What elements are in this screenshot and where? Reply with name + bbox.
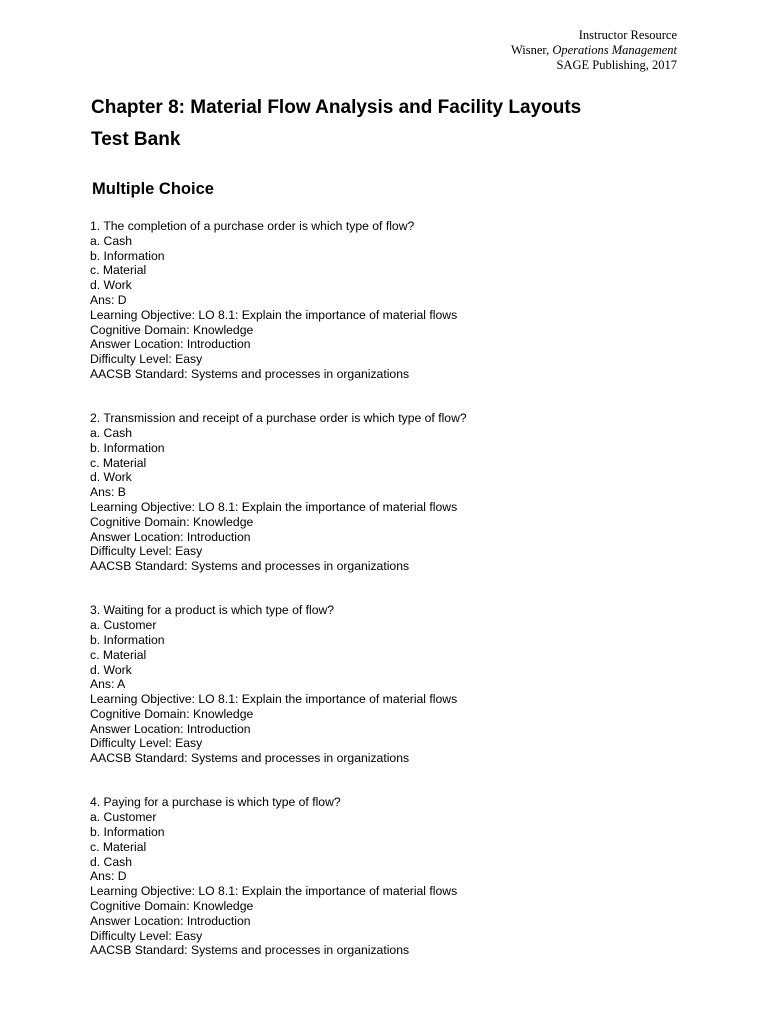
chapter-title [91,92,581,156]
header-book-title: Operations Management [552,43,677,57]
question-1 [90,219,690,382]
option-a: a. Customer [90,618,157,633]
test-bank-title: Test Bank [91,129,181,150]
option-c: c. Material [90,839,147,854]
page-header [511,28,677,73]
answer-location: Answer Location: Introduction [90,529,251,544]
header-author-line [511,43,677,58]
question-list [90,219,690,988]
answer-location: Answer Location: Introduction [90,337,251,352]
option-d: d. Work [90,662,132,677]
question-4 [90,795,690,958]
difficulty-level: Difficulty Level: Easy [90,928,203,943]
question-stem: 4. Paying for a purchase is which type of flow? [90,795,341,810]
option-a: a. Cash [90,233,133,248]
question-stem: 2. Transmission and receipt of a purchase order is which type of flow? [90,411,467,426]
learning-objective: Learning Objective: LO 8.1: Explain the importance of material flows [90,692,458,707]
option-d: d. Work [90,470,132,485]
aacsb-standard: AACSB Standard: Systems and processes in organizations [90,366,410,381]
question-stem: 1. The completion of a purchase order is which type of flow? [90,219,415,233]
option-c: c. Material [90,455,147,470]
difficulty-level: Difficulty Level: Easy [90,736,203,751]
chapter-title-line: Chapter 8: Material Flow Analysis and Facility Layouts [91,97,582,118]
header-author: Wisner, [511,43,550,57]
answer: Ans: B [90,485,126,500]
question-3 [90,603,690,766]
answer-location: Answer Location: Introduction [90,913,251,928]
cognitive-domain: Cognitive Domain: Knowledge [90,322,254,337]
aacsb-standard: AACSB Standard: Systems and processes in organizations [90,751,410,766]
option-a: a. Cash [90,425,133,440]
aacsb-standard: AACSB Standard: Systems and processes in organizations [90,943,410,958]
answer: Ans: A [90,677,126,692]
section-heading: Multiple Choice [92,180,214,198]
learning-objective: Learning Objective: LO 8.1: Explain the importance of material flows [90,307,458,322]
learning-objective: Learning Objective: LO 8.1: Explain the importance of material flows [90,884,458,899]
question-stem: 3. Waiting for a product is which type of flow? [90,603,335,618]
option-b: b. Information [90,825,165,840]
option-c: c. Material [90,647,147,662]
option-a: a. Customer [90,810,157,825]
option-d: d. Work [90,278,132,293]
option-b: b. Information [90,440,165,455]
option-b: b. Information [90,248,165,263]
header-resource: Instructor Resource [578,28,677,42]
option-d: d. Cash [90,854,133,869]
aacsb-standard: AACSB Standard: Systems and processes in organizations [90,559,410,574]
answer: Ans: D [90,869,127,884]
learning-objective: Learning Objective: LO 8.1: Explain the importance of material flows [90,499,458,514]
question-2 [90,411,690,574]
cognitive-domain: Cognitive Domain: Knowledge [90,706,254,721]
answer: Ans: D [90,292,127,307]
header-publisher: SAGE Publishing, 2017 [556,58,677,72]
option-b: b. Information [90,632,165,647]
answer-location: Answer Location: Introduction [90,721,251,736]
cognitive-domain: Cognitive Domain: Knowledge [90,514,254,529]
option-c: c. Material [90,263,147,278]
difficulty-level: Difficulty Level: Easy [90,352,203,367]
cognitive-domain: Cognitive Domain: Knowledge [90,899,254,914]
difficulty-level: Difficulty Level: Easy [90,544,203,559]
